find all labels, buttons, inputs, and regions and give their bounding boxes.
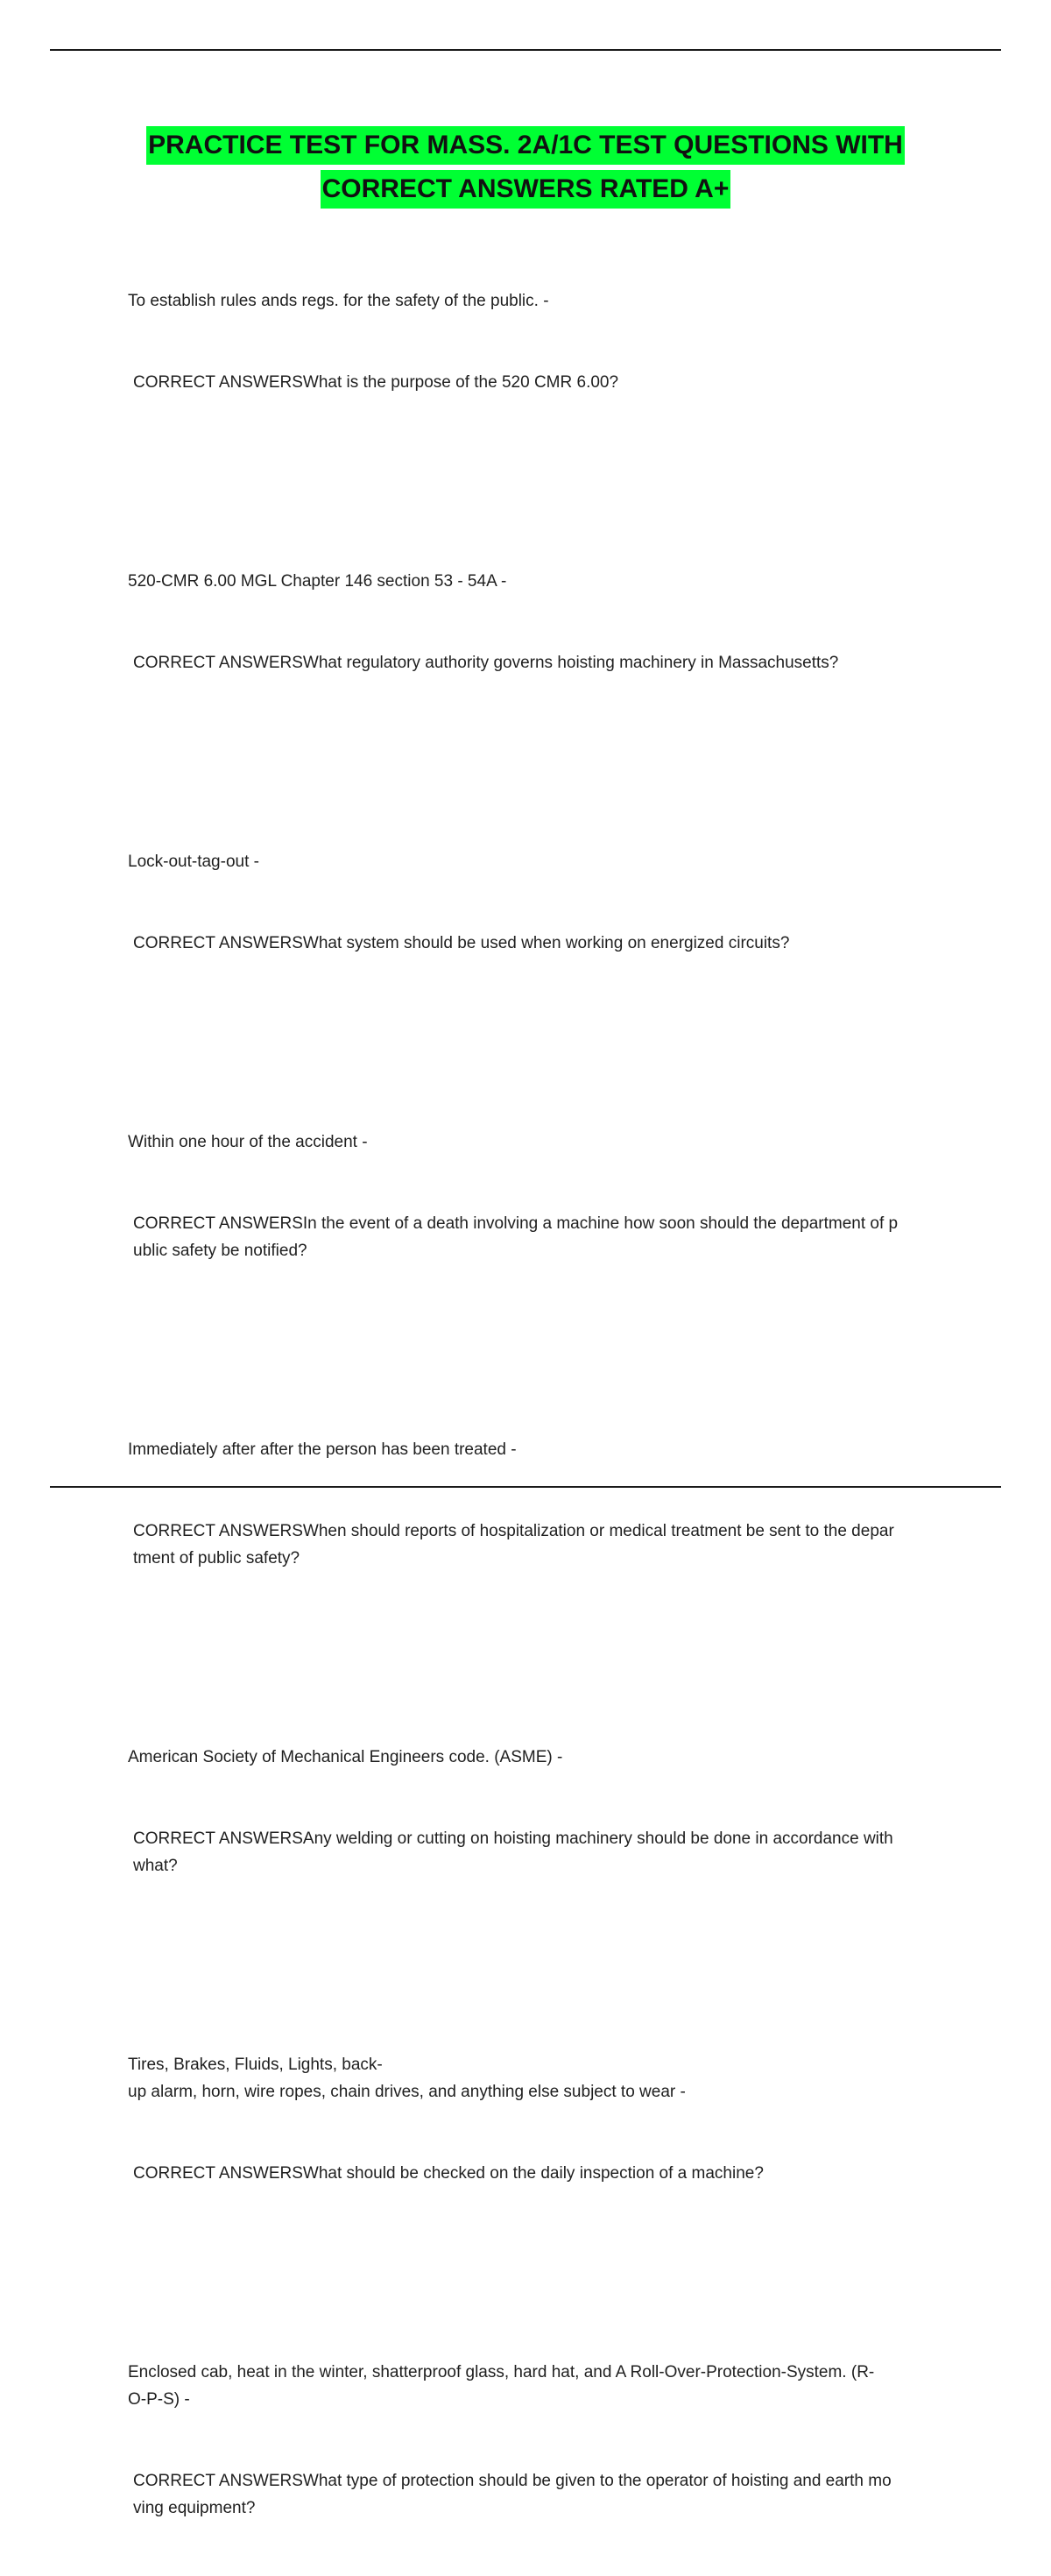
qa-entry-8: [128, 2304, 960, 2576]
answer-text: Enclosed cab, heat in the winter, shatterproof glass, hard hat, and A Roll-Over-Protection-System. (R- O-P-S) -: [128, 2363, 875, 2409]
qa-list: [128, 233, 960, 2576]
title-line-2: CORRECT ANSWERS RATED A+: [321, 170, 731, 209]
qa-entry-5: [128, 1382, 960, 1626]
answer-text: American Society of Mechanical Engineers code. (ASME) -: [128, 1748, 563, 1766]
question-text: CORRECT ANSWERSAny welding or cutting on hoisting machinery should be done in accordance with what?: [133, 1829, 893, 1875]
qa-entry-4: [128, 1074, 960, 1319]
question-text: CORRECT ANSWERSWhen should reports of hospitalization or medical treatment be sent to the depar tment of public safety?: [133, 1522, 894, 1568]
question-text: CORRECT ANSWERSWhat should be checked on the daily inspection of a machine?: [133, 2164, 764, 2183]
qa-entry-3: [128, 794, 960, 1011]
qa-entry-7: [128, 1997, 960, 2241]
qa-entry-2: [128, 513, 960, 731]
question-text: CORRECT ANSWERSWhat is the purpose of the 520 CMR 6.00?: [133, 373, 619, 392]
document-title: [0, 126, 1051, 209]
question-text: CORRECT ANSWERSWhat type of protection should be given to the operator of hoisting and earth mo ving equipment?: [133, 2472, 892, 2517]
title-line-1: PRACTICE TEST FOR MASS. 2A/1C TEST QUESTIONS WITH: [146, 126, 905, 165]
question-text: CORRECT ANSWERSWhat regulatory authority governs hoisting machinery in Massachusetts?: [133, 654, 839, 672]
top-rule: [50, 49, 1001, 51]
question-text: CORRECT ANSWERSWhat system should be used when working on energized circuits?: [133, 934, 790, 952]
answer-text: Immediately after after the person has been treated -: [128, 1440, 517, 1459]
qa-entry-6: [128, 1689, 960, 1934]
question-text: CORRECT ANSWERSIn the event of a death involving a machine how soon should the department of p ublic safety be notified?: [133, 1214, 899, 1260]
answer-text: Within one hour of the accident -: [128, 1133, 368, 1151]
answer-text: Lock-out-tag-out -: [128, 853, 259, 871]
answer-text: To establish rules ands regs. for the safety of the public. -: [128, 292, 549, 310]
answer-text: 520-CMR 6.00 MGL Chapter 146 section 53 - 54A -: [128, 572, 507, 591]
answer-text: Tires, Brakes, Fluids, Lights, back- up alarm, horn, wire ropes, chain drives, and anything else subject to wear -: [128, 2056, 686, 2101]
qa-entry-1: [128, 233, 960, 450]
bottom-rule: [50, 1486, 1001, 1488]
